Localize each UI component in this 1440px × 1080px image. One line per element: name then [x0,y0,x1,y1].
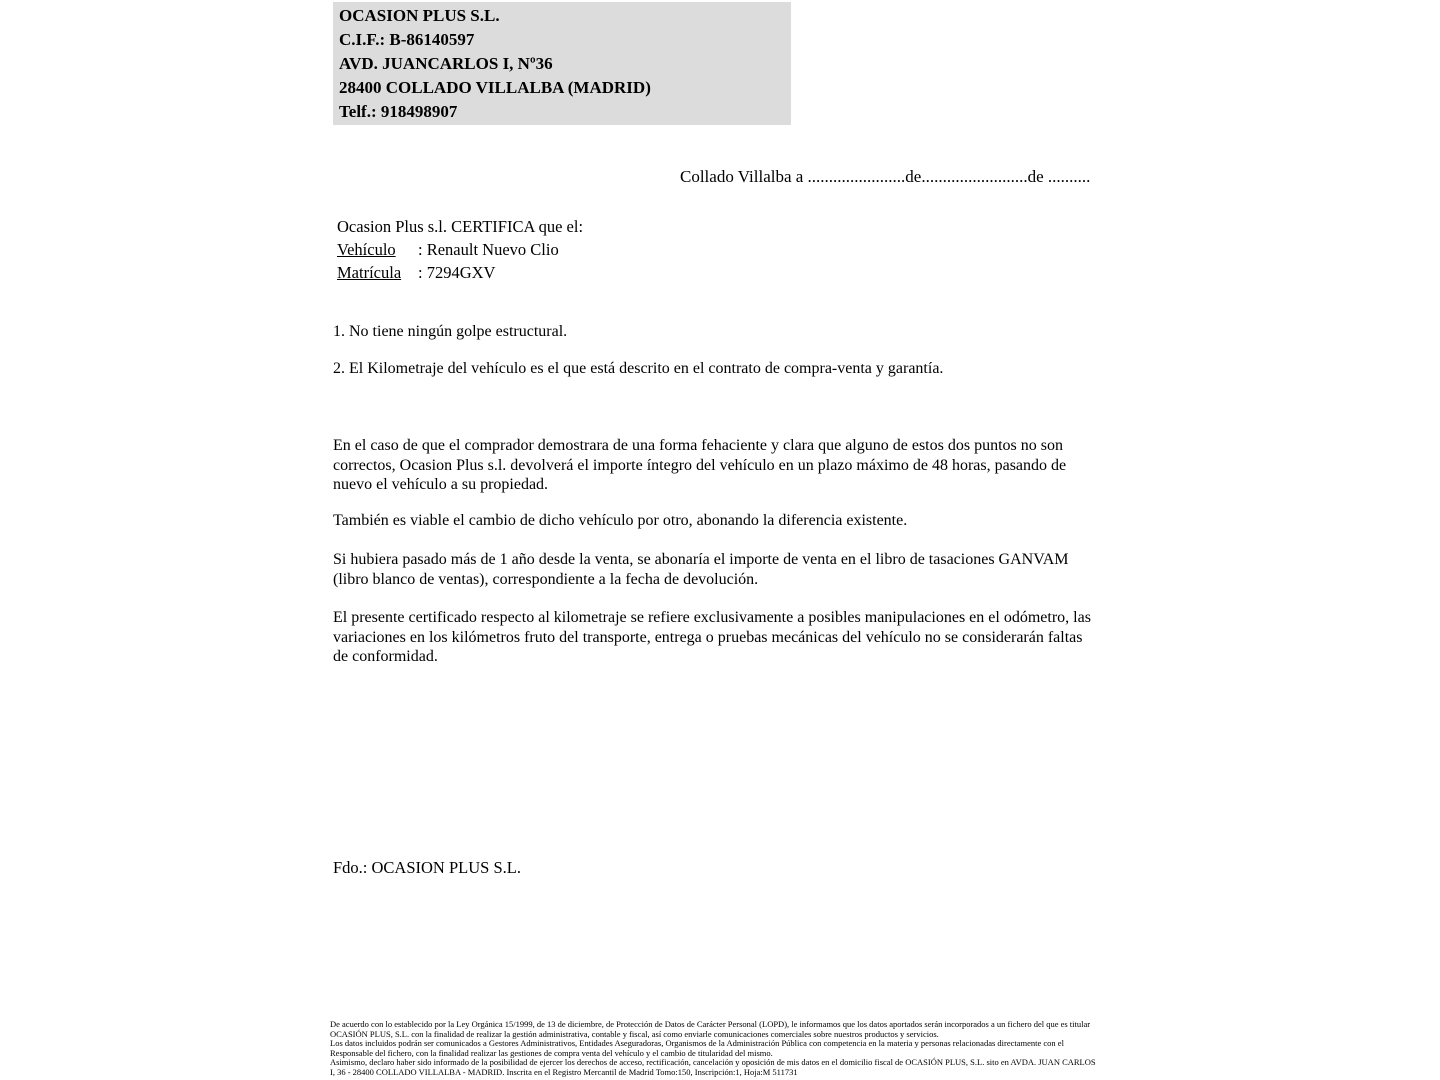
certificate-intro: Ocasion Plus s.l. CERTIFICA que el: [337,217,584,236]
plate-label-wrap [337,261,418,284]
vehicle-label: Vehículo [337,240,396,259]
paragraph-ganvam: Si hubiera pasado más de 1 año desde la venta, se abonaría el importe de venta en el libro de tasaciones GANVAM (libro blanco de ventas), correspondiente a la fecha de devolución. [333,551,1069,588]
condition-point-2: 2. El Kilometraje del vehículo es el que está descrito en el contrato de compra-venta y garantía. [333,360,944,377]
vehicle-value: : Renault Nuevo Clio [418,240,559,259]
condition-points [333,322,1095,379]
company-cif: C.I.F.: B-86140597 [339,30,475,49]
vehicle-row [337,238,1095,261]
condition-point-1: 1. No tiene ningún golpe estructural. [333,323,568,340]
document-content [333,0,1095,878]
signature-line: Fdo.: OCASION PLUS S.L. [333,857,521,877]
date-line: Collado Villalba a .......................de.........................de .......... [680,167,1091,186]
plate-label: Matrícula [337,263,402,282]
body-paragraphs [333,436,1095,667]
company-phone: Telf.: 918498907 [339,102,458,121]
legal-paragraph-data-sharing: Los datos incluidos podrán ser comunicados a Gestores Administrativos, Entidades Aseguradoras, Organismos de la Administración Pública con competencia en la materia y personas relacionadas directamente con el Responsable del fichero, con la finalidad realizar las gestiones de compra venta del vehículo y el cambio de titularidad del mismo. [330,1038,1064,1058]
plate-row [337,261,1095,284]
paragraph-refund: En el caso de que el comprador demostrara de una forma fehaciente y clara que alguno de estos dos puntos no son correctos, Ocasion Plus s.l. devolverá el importe íntegro del vehículo en un plazo máximo de 48 horas, pasando de nuevo el vehículo a su propiedad. [333,437,1067,493]
vehicle-label-wrap [337,238,418,261]
company-address: AVD. JUANCARLOS I, Nº36 [339,54,553,73]
company-name: OCASION PLUS S.L. [339,6,500,25]
paragraph-exchange: También es viable el cambio de dicho vehículo por otro, abonando la diferencia existente. [333,511,908,529]
company-header-box [333,2,791,125]
legal-paragraph-lopd: De acuerdo con lo establecido por la Ley Orgánica 15/1999, de 13 de diciembre, de Protección de Datos de Carácter Personal (LOPD), le informamos que los datos aportados serán incorporados a un fichero del que es titular OCASIÓN PLUS, S.L. con la finalidad de realizar la gestión administrativa, contable y fiscal, así como enviarle comunicaciones comerciales sobre nuestros productos y servicios. [330,1019,1091,1039]
paragraph-odometer: El presente certificado respecto al kilometraje se refiere exclusivamente a posibles manipulaciones en el odómetro, las variaciones en los kilómetros fruto del transporte, entrega o pruebas mecánicas del vehículo no se considerarán faltas de conformidad. [333,609,1091,665]
legal-footer [330,1020,1102,1078]
legal-paragraph-rights: Asimismo, declaro haber sido informado de la posibilidad de ejercer los derechos de acceso, rectificación, cancelación y oposición de mis datos en el domicilio fiscal de OCASIÓN PLUS, S.L. sito en AVDA. JUAN CARLOS I, 36 - 28400 COLLADO VILLALBA - MADRID. Inscrita en el Registro Mercantil de Madrid Tomo:150, Inscripción:1, Hoja:M 511731 [330,1057,1096,1077]
certificate-block [333,215,1095,284]
company-city: 28400 COLLADO VILLALBA (MADRID) [339,78,651,97]
plate-value: : 7294GXV [418,263,496,282]
